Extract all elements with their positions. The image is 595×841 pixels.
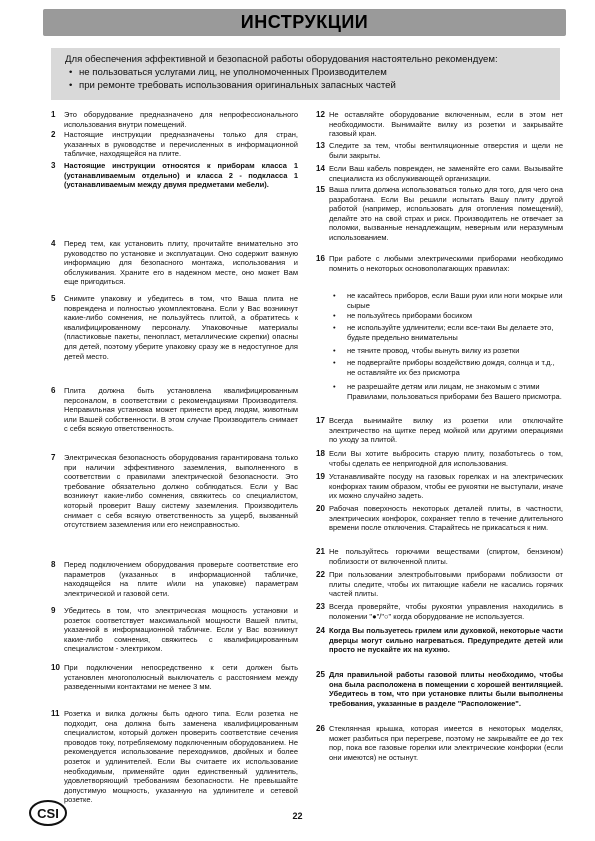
item-text: Устанавливайте посуду на газовых горелках и на электрических конфорках таким образом, чтобы ее рукоятки не выступали, иначе их можно случайно задеть. bbox=[329, 472, 563, 501]
bullet-icon: • bbox=[333, 346, 336, 355]
item-text: Если Вы хотите выбросить старую плиту, позаботьтесь о том, чтобы сделать ее непригодной для использования. bbox=[329, 449, 563, 468]
item-text: Настоящие инструкции относятся к приборам класса 1 (устанавливаемым отдельно) и класса 2 - подкласса 1 (устанавливаемым между двумя предметами мебели). bbox=[64, 161, 298, 190]
item-number: 23 bbox=[316, 602, 325, 611]
list-item bbox=[316, 602, 563, 622]
item-text: Следите за тем, чтобы вентиляционные отверстия и щели не были закрыты. bbox=[329, 141, 563, 160]
item-number: 2 bbox=[51, 130, 56, 139]
rule-text: не пользуйтесь приборами босиком bbox=[347, 311, 473, 320]
item-text: Розетка и вилка должны быть одного типа. Если розетка не подходит, она должна быть заменена квалифицированным специалистом, который должен проверить соответствие сечения проводов току, потребляемому подключенным оборудованием. Не рекомендуется использование переходников, двойных и более розеток и удлинителей. Если Вы считаете их использование необходимым, применяйте один единственный удлинитель, удовлетворяющий требованиям безопасности. Не превышайте допустимую мощность, указанную на удлинителе и сетевой розетке. bbox=[64, 709, 298, 805]
item-number: 1 bbox=[51, 110, 56, 119]
list-item bbox=[316, 547, 563, 567]
bullet-icon: • bbox=[333, 323, 336, 332]
title-bar bbox=[43, 9, 566, 36]
list-item bbox=[316, 626, 563, 666]
item-number: 12 bbox=[316, 110, 325, 119]
item-number: 19 bbox=[316, 472, 325, 481]
intro-lead: Для обеспечения эффективной и безопасной работы оборудования настоятельно рекомендуем: bbox=[65, 54, 498, 65]
item-number: 20 bbox=[316, 504, 325, 513]
item-number: 7 bbox=[51, 453, 56, 462]
list-item bbox=[51, 130, 298, 160]
bullet-icon: • bbox=[333, 382, 336, 391]
list-item bbox=[51, 294, 298, 374]
list-item bbox=[316, 254, 563, 284]
item-text: Не оставляйте оборудование включенным, если в этом нет необходимости. Вынимайте вилку из розетки и закрывайте газовый кран. bbox=[329, 110, 563, 139]
item-number: 8 bbox=[51, 560, 56, 569]
list-item bbox=[51, 453, 298, 553]
item-text: Перед тем, как установить плиту, прочитайте внимательно это руководство по установке и эксплуатации. Оно содержит важную информацию для безопасного монтажа, использования и обслуживания. Храните его в надежном месте, оно может Вам еще пригодиться. bbox=[64, 239, 298, 287]
list-item bbox=[316, 416, 563, 446]
rule-text: не тяните провод, чтобы вынуть вилку из розетки bbox=[347, 346, 520, 355]
rule-item bbox=[329, 291, 563, 311]
item-text: Плита должна быть установлена квалифицированным персоналом, в соответствии с рекомендациями Производителя. Неправильная установка может принести вред людям, животным или Вашей собственности. В этом случае Производитель снимает с себя всякую ответственность. bbox=[64, 386, 298, 434]
list-item bbox=[316, 670, 563, 720]
item-number: 15 bbox=[316, 185, 325, 194]
bullet-icon: • bbox=[333, 291, 336, 300]
item-number: 4 bbox=[51, 239, 56, 248]
intro-box bbox=[51, 48, 560, 100]
item-text: Убедитесь в том, что электрическая мощность установки и розеток соответствует максимальной мощности Вашей плиты, указанной в информационной табличке. Если у Вас возникнут какие-либо сомнения, свяжитесь с квалифицированным специалистом - электриком. bbox=[64, 606, 298, 654]
item-number: 18 bbox=[316, 449, 325, 458]
list-item bbox=[316, 110, 563, 140]
list-item bbox=[51, 110, 298, 130]
item-number: 25 bbox=[316, 670, 325, 679]
item-number: 6 bbox=[51, 386, 56, 395]
item-text: Не пользуйтесь горючими веществами (спиртом, бензином) поблизости от включенной плиты. bbox=[329, 547, 563, 566]
list-item bbox=[51, 161, 298, 201]
item-text: Снимите упаковку и убедитесь в том, что Ваша плита не повреждена и полностью укомплектована. Если у Вас возникнут какие-либо сомнения, не пользуйтесь плитой, а обратитесь к квалифицированному персоналу. Упаковочные материалы (пластиковые пакеты, пенопласт, металлические скрепки) опасны для детей, поэтому уберите упаковку сразу же в недоступное для детей место. bbox=[64, 294, 298, 361]
page-title: ИНСТРУКЦИИ bbox=[240, 12, 369, 32]
item-text: Всегда вынимайте вилку из розетки или отключайте электричество на щитке перед мойкой или другими операциями по уходу за плитой. bbox=[329, 416, 563, 445]
item-number: 13 bbox=[316, 141, 325, 150]
intro-bullet: не пользоваться услугами лиц, не уполномоченных Производителем bbox=[79, 67, 387, 78]
rule-item bbox=[329, 358, 563, 378]
item-text: Рабочая поверхность некоторых деталей плиты, в частности, электрических конфорок, сохраняет тепло в течение длительного времени после отключения. Старайтесь не прикасаться к ним. bbox=[329, 504, 563, 533]
item-number: 16 bbox=[316, 254, 325, 263]
rule-item bbox=[329, 323, 563, 343]
item-number: 22 bbox=[316, 570, 325, 579]
bullet-icon: • bbox=[333, 311, 336, 320]
item-number: 9 bbox=[51, 606, 56, 615]
rule-item bbox=[329, 346, 563, 356]
list-item bbox=[316, 570, 563, 600]
rule-text: не касайтесь приборов, если Ваши руки или ноги мокрые или сырые bbox=[347, 291, 563, 310]
list-item bbox=[316, 472, 563, 502]
item-text: Это оборудование предназначено для непрофессионального использования внутри помещений. bbox=[64, 110, 298, 129]
list-item bbox=[51, 663, 298, 693]
item-text: При работе с любыми электрическими приборами необходимо помнить о некоторых основополагающих правилах: bbox=[329, 254, 563, 273]
rule-text: не разрешайте детям или лицам, не знакомым с этими Правилами, пользоваться приборами без Вашего присмотра. bbox=[347, 382, 562, 401]
list-item bbox=[51, 239, 298, 289]
list-item bbox=[51, 606, 298, 656]
list-item bbox=[316, 164, 563, 184]
list-item bbox=[51, 709, 298, 819]
item-number: 11 bbox=[51, 709, 60, 718]
bullet-icon: • bbox=[333, 358, 336, 367]
item-number: 26 bbox=[316, 724, 325, 733]
item-text: Если Ваш кабель поврежден, не заменяйте его сами. Вызывайте специалиста из обслуживающей организации. bbox=[329, 164, 563, 183]
item-text: Для правильной работы газовой плиты необходимо, чтобы она была расположена в помещении с хорошей вентиляцией. Убедитесь в том, что при установке плиты были выполнены требования, указанные в разделе "Расположение". bbox=[329, 670, 563, 708]
item-number: 14 bbox=[316, 164, 325, 173]
list-item bbox=[51, 386, 298, 446]
csi-logo-text: CSI bbox=[37, 806, 59, 821]
item-text: Ваша плита должна использоваться только для того, для чего она разработана. Если Вы решили испытать Вашу плиту другой работой (например, использовать для отопления помещений), делайте это на свой страх и риск. Производитель не отвечает за поломки, вызванные ненадлежащим, неверным или неразумным использованием. bbox=[329, 185, 563, 242]
rule-text: не используйте удлинители; если все-таки Вы делаете это, будьте предельно внимательны bbox=[347, 323, 554, 342]
item-text: При пользовании электробытовыми приборами поблизости от плиты следите, чтобы их питающие кабели не касались горячих частей плиты. bbox=[329, 570, 563, 599]
item-number: 21 bbox=[316, 547, 325, 556]
item-text: Перед подключением оборудования проверьте соответствие его параметров (указанных в информационной табличке, находящейся на плите и/или на упаковке) параметрам электрической и газовой сети. bbox=[64, 560, 298, 598]
rule-item bbox=[329, 382, 563, 412]
page-number: 22 bbox=[292, 811, 303, 821]
list-item bbox=[316, 449, 563, 469]
item-number: 3 bbox=[51, 161, 56, 170]
item-text: Настоящие инструкции предназначены только для стран, указанных в руководстве и перечисленных в информационной табличке, находящейся на плите. bbox=[64, 130, 298, 159]
item-number: 5 bbox=[51, 294, 56, 303]
item-number: 24 bbox=[316, 626, 325, 635]
list-item bbox=[316, 504, 563, 544]
item-text: Когда Вы пользуетесь грилем или духовкой, некоторые части дверцы могут сильно нагреваться. Предупредите детей или просто не пускайте их на кухню. bbox=[329, 626, 563, 655]
list-item bbox=[316, 724, 563, 764]
item-number: 10 bbox=[51, 663, 60, 672]
intro-bullet: при ремонте требовать использования оригинальных запасных частей bbox=[79, 80, 396, 91]
list-item bbox=[51, 560, 298, 600]
rule-item bbox=[329, 311, 563, 321]
item-text: При подключении непосредственно к сети должен быть установлен многополюсный выключатель с расстоянием между разведенными контактами не менее 3 мм. bbox=[64, 663, 298, 692]
item-text: Электрическая безопасность оборудования гарантирована только при наличии эффективного заземления, выполненного в соответствии с правилами электрической безопасности. Это требование обязательно должно соблюдаться. Если у Вас возникнут какие-либо сомнения, свяжитесь со специалистом, который проверит Вашу систему заземления. Производитель снимает с себя всякую ответственность за ущерб, вызванный отсутствием заземления или его неисправностью. bbox=[64, 453, 298, 530]
rule-text: не подвергайте приборы воздействию дождя, солнца и т.д., не оставляйте их без присмотра bbox=[347, 358, 555, 377]
item-text: Стеклянная крышка, которая имеется в некоторых моделях, может разбиться при перегреве, поэтому не закрывайте ее до тех пор, пока все газовые горелки или электрические конфорки (если они имеются) не остынут. bbox=[329, 724, 563, 762]
list-item bbox=[316, 141, 563, 161]
item-number: 17 bbox=[316, 416, 325, 425]
bullet-icon: • bbox=[69, 80, 73, 91]
list-item bbox=[316, 185, 563, 245]
bullet-icon: • bbox=[69, 67, 73, 78]
item-text: Всегда проверяйте, чтобы рукоятки управления находились в положении "●"/"○" когда оборудование не используется. bbox=[329, 602, 563, 621]
